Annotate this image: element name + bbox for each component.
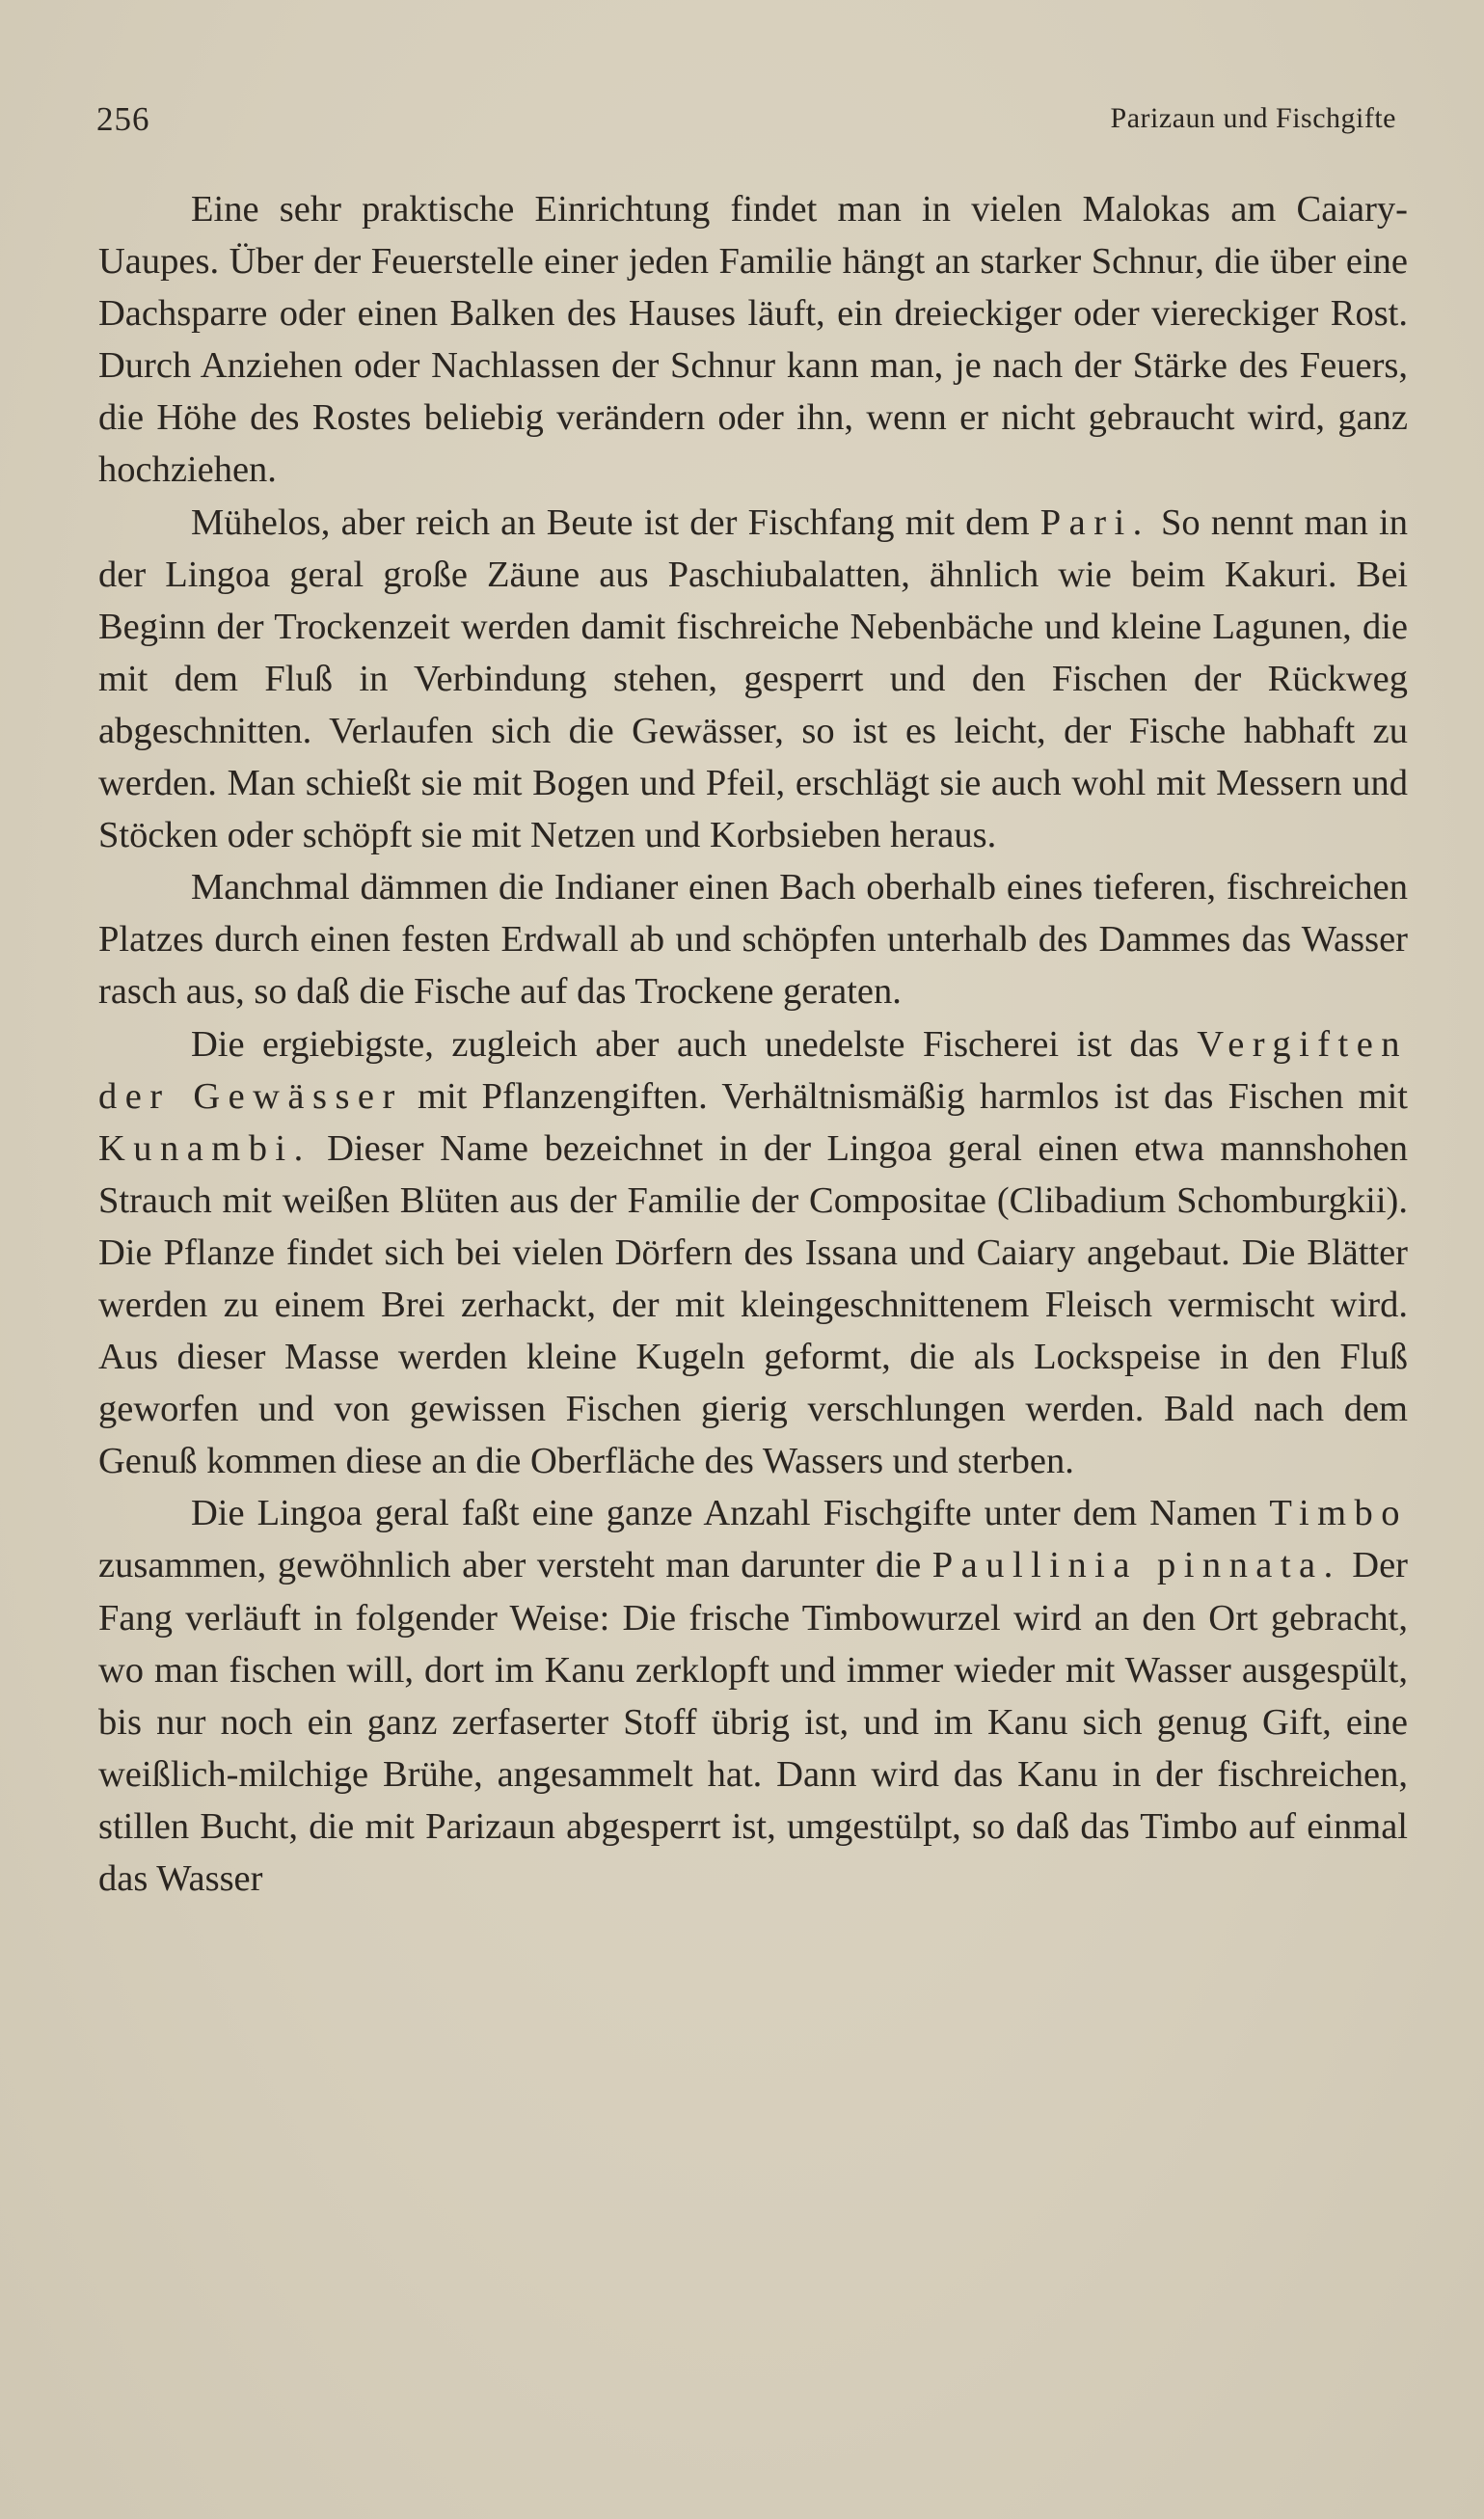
paragraph-kunambi (98, 1018, 1408, 1488)
page-number: 256 (96, 100, 150, 138)
paragraph-text: So nennt man in der Lingoa geral große Zäune aus Paschiubalatten, ähnlich wie beim Kakuri. Bei Beginn der Trockenzeit werden damit fischreiche Nebenbäche und kleine Lagunen, die mit dem Fluß in Verbindung stehen, gesperrt und den Fischen der Rückweg abgeschnitten. Verlaufen sich die Gewässer, so ist es leicht, der Fische habhaft zu werden. Man schießt sie mit Bogen und Pfeil, erschlägt sie auch wohl mit Messern und Stöcken oder schöpft sie mit Netzen und Korbsieben heraus. (98, 501, 1408, 856)
paragraph-text: Dieser Name bezeichnet in der Lingoa geral einen etwa mannshohen Strauch mit weißen Blüten aus der Familie der Compositae (Clibadium Schomburgkii). Die Pflanze findet sich bei vielen Dörfern des Issana und Caiary angebaut. Die Blätter werden zu einem Brei zerhackt, der mit kleingeschnittenem Fleisch vermischt wird. Aus dieser Masse werden kleine Kugeln geformt, die als Lockspeise in den Fluß geworfen und von gewissen Fischen gierig verschlungen werden. Bald nach dem Genuß kommen diese an die Oberfläche des Wassers und sterben. (98, 1127, 1408, 1482)
paragraph-text: Die ergiebigste, zugleich aber auch unedelste Fischerei ist das (191, 1023, 1198, 1065)
paragraph-text: Manchmal dämmen die Indianer einen Bach oberhalb eines tieferen, fischreichen Platzes durch einen festen Erdwall ab und schöpfen unterhalb des Dammes das Wasser rasch aus, so daß die Fische auf das Trockene geraten. (98, 867, 1408, 1013)
paragraph-damm (98, 861, 1408, 1017)
spaced-term: Vergiften der Gewässer (98, 1023, 1408, 1117)
body-text (98, 183, 1408, 1905)
paragraph-text: Die Lingoa geral faßt eine ganze Anzahl Fischgifte unter dem Namen (191, 1493, 1270, 1534)
paragraph-pari (98, 497, 1408, 862)
page-header (96, 100, 1396, 139)
paragraph-text: Der Fang verläuft in folgender Weise: Die frische Timbowurzel wird an den Ort gebracht, wo man fischen will, dort im Kanu zerklopft und immer wieder mit Wasser ausgespült, bis nur noch ein ganz zerfaserter Stoff übrig ist, und im Kanu sich genug Gift, eine weißlich-milchige Brühe, angesammelt hat. Dann wird das Kanu in der fischreichen, stillen Bucht, die mit Parizaun abgesperrt ist, umgestülpt, so daß das Timbo auf einmal das Wasser (98, 1545, 1409, 1899)
spaced-term: Timbo (1269, 1493, 1408, 1534)
paragraph-text: Eine sehr praktische Einrichtung findet man in vielen Malokas am Caiary-Uaupes. Über der Feuerstelle einer jeden Familie hängt an starker Schnur, die über eine Dachsparre oder einen Balken des Hauses läuft, ein dreieckiger oder viereckiger Rost. Durch Anziehen oder Nachlassen der Schnur kann man, je nach der Stärke des Feuers, die Höhe des Rostes beliebig verändern oder ihn, wenn er nicht gebraucht wird, ganz hochziehen. (98, 189, 1408, 491)
paragraph-text: mit Pflanzengiften. Verhältnismäßig harmlos ist das Fischen mit (402, 1075, 1408, 1117)
running-title: Parizaun und Fischgifte (1110, 102, 1396, 134)
paragraph-text: Mühelos, aber reich an Beute ist der Fischfang mit dem (191, 501, 1040, 543)
paragraph-timbo (98, 1487, 1408, 1905)
spaced-term: Pari. (1039, 501, 1150, 543)
spaced-term: Paullinia pinnata. (931, 1545, 1341, 1586)
spaced-term: Kunambi. (98, 1127, 311, 1169)
paragraph-text: zusammen, gewöhnlich aber versteht man darunter die (98, 1545, 932, 1586)
paragraph-rost (98, 183, 1408, 497)
